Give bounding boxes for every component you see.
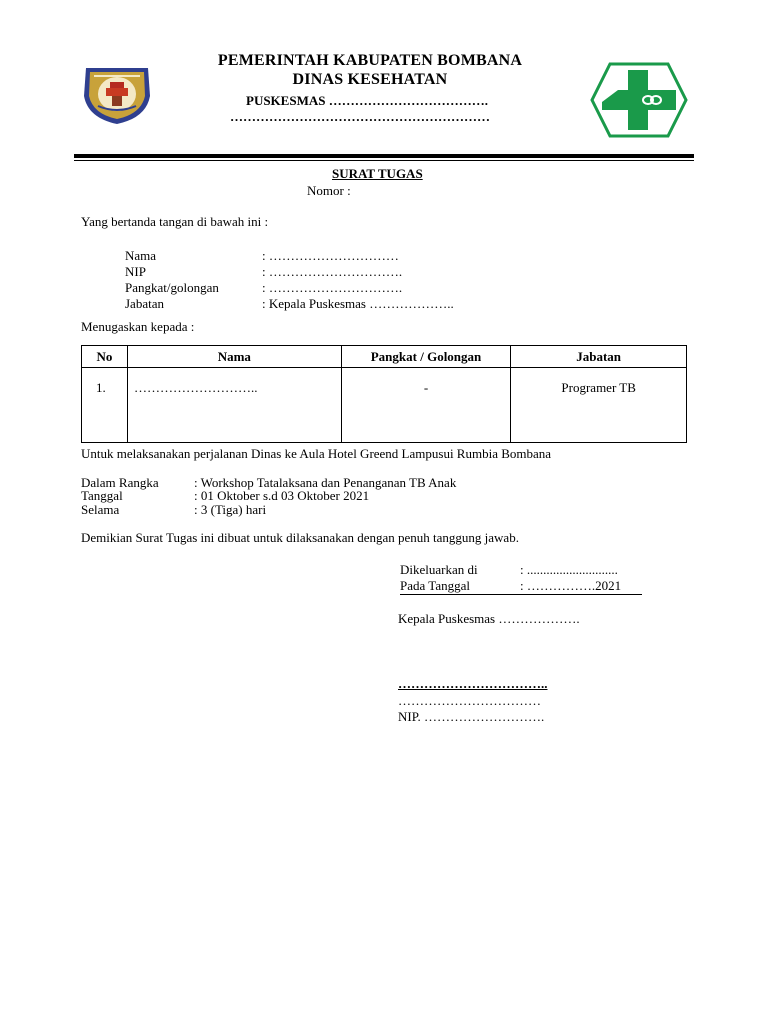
detail-value-tanggal: : 01 Oktober s.d 03 Oktober 2021 [194, 488, 370, 503]
signature-rank-line: …………………………… [398, 693, 541, 708]
nomor-label: Nomor : [307, 183, 351, 198]
signer-nip-label: NIP [125, 264, 146, 279]
cell-pangkat: - [341, 368, 511, 443]
issued-date-value: : …………….2021 [520, 578, 622, 593]
issued-place-label: Dikeluarkan di [400, 562, 478, 577]
detail-label-tanggal: Tanggal [81, 488, 123, 503]
detail-value-rangka: : Workshop Tatalaksana dan Penanganan TB Anak [194, 475, 457, 490]
puskesmas-green-cross-icon [590, 62, 688, 138]
intro-text: Yang bertanda tangan di bawah ini : [81, 214, 269, 229]
issued-date-label: Pada Tanggal [400, 578, 470, 593]
signature-name-line: …………………………….. [398, 676, 548, 691]
column-header-no: No [82, 346, 128, 368]
assignee-table [81, 345, 687, 443]
table-row [82, 368, 687, 443]
header-puskesmas: PUSKESMAS ………………………………. [246, 93, 488, 108]
signature-position: Kepala Puskesmas ………………. [398, 611, 580, 626]
signer-rank-label: Pangkat/golongan [125, 280, 219, 295]
cell-jabatan: Programer TB [511, 368, 687, 443]
signature-nip-line: NIP. ………………………. [398, 709, 545, 724]
column-header-nama: Nama [127, 346, 341, 368]
signer-position-label: Jabatan [125, 296, 164, 311]
signer-rank-value: : …………………………. [262, 280, 403, 295]
header-dots-line: …………………………………………………… [230, 109, 490, 124]
table-header-row [82, 346, 687, 368]
assign-label: Menugaskan kepada : [81, 319, 195, 334]
cell-nama: ……………………….. [127, 368, 341, 443]
signer-position-value: : Kepala Puskesmas ……………….. [262, 296, 454, 311]
header-department: DINAS KESEHATAN [292, 71, 448, 88]
column-header-pangkat: Pangkat / Golongan [341, 346, 511, 368]
cell-no: 1. [82, 368, 128, 443]
column-header-jabatan: Jabatan [511, 346, 687, 368]
detail-label-rangka: Dalam Rangka [81, 475, 159, 490]
purpose-text: Untuk melaksanakan perjalanan Dinas ke Aula Hotel Greend Lampusui Rumbia Bombana [81, 446, 552, 461]
signer-name-value: : ………………………… [262, 248, 399, 263]
detail-label-selama: Selama [81, 502, 120, 517]
document-title: SURAT TUGAS [332, 166, 423, 181]
header-divider-thick [74, 154, 694, 158]
signer-name-label: Nama [125, 248, 157, 263]
header-divider-thin [74, 160, 694, 161]
kabupaten-bombana-emblem-icon [80, 62, 154, 126]
header-government: PEMERINTAH KABUPATEN BOMBANA [217, 52, 523, 69]
signer-nip-value: : …………………………. [262, 264, 403, 279]
detail-value-selama: : 3 (Tiga) hari [194, 502, 267, 517]
closing-text: Demikian Surat Tugas ini dibuat untuk dilaksanakan dengan penuh tanggung jawab. [81, 530, 519, 545]
issued-place-value: : ............................ [520, 562, 618, 577]
